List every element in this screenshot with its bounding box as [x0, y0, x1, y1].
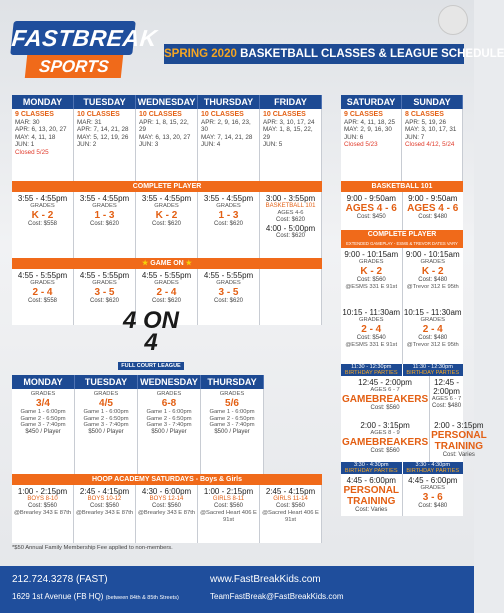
league-game-time: Game 2 - 6:50pm — [20, 415, 66, 422]
weekend-dates-row — [341, 109, 463, 181]
class-date-line: JUN: 6 — [344, 133, 364, 141]
four-on-four-emblem — [116, 307, 186, 372]
weekend-day-label-0: SATURDAY — [341, 95, 402, 109]
session-cost: Cost: $450 — [356, 214, 386, 220]
class-dates-cell — [74, 109, 136, 181]
weekend-session-slot — [341, 419, 429, 462]
weekend-complete-player-row — [341, 306, 463, 364]
footer-phone: 212.724.3278 (FAST) — [12, 574, 108, 585]
birthday-row-2 — [341, 462, 463, 474]
class-dates-row — [12, 109, 322, 181]
hoop-academy-row — [12, 485, 322, 543]
league-game-time: Game 1 - 6:00pm — [146, 409, 192, 415]
hoop-group: BOYS 10-12 — [87, 496, 122, 502]
league-game-time: Game 2 - 6:50pm — [146, 415, 192, 422]
league-slot — [201, 389, 264, 474]
session-time: 10:15 - 11:30am — [403, 308, 462, 317]
weekend-session-row — [341, 419, 487, 462]
session-cost: Cost: $558 — [27, 298, 58, 304]
basketball-graphic — [438, 5, 468, 35]
hoop-cost: Cost: $560 — [275, 503, 306, 509]
weekday-label-3: THURSDAY — [198, 95, 260, 109]
birthday-label: BIRTHDAY PARTIES — [406, 370, 460, 376]
session-time: 4:55 - 5:55pm — [203, 271, 254, 280]
session-grade-label: AGES 4-6 — [277, 210, 304, 216]
star-icon: ★ — [142, 260, 151, 267]
session-time: 9:00 - 10:15am — [405, 250, 460, 259]
birthday-slot — [341, 364, 402, 376]
birthday-time: 11:30 - 12:30pm — [351, 364, 392, 370]
session-time: 3:55 - 4:55pm — [17, 194, 68, 203]
class-dates-cell — [402, 109, 463, 181]
hoop-cost: Cost: $560 — [27, 503, 58, 509]
session-cost: Cost: $620 — [151, 298, 182, 304]
session-cost: Cost: Varies — [355, 507, 388, 513]
session-time: 3:55 - 4:55pm — [141, 194, 192, 203]
hoop-group: BOYS 8-10 — [27, 496, 58, 502]
hoop-panel — [12, 474, 322, 543]
class-dates-cell — [12, 109, 74, 181]
league-row — [12, 389, 264, 474]
league-grade: 5/6 — [225, 398, 239, 409]
session-location: @Trevor 312 E 95th — [406, 284, 459, 290]
league-grade-label: GRADES — [219, 391, 245, 397]
footer-address-main: 1629 1st Avenue (FB HQ) — [12, 592, 104, 601]
hoop-academy-band: HOOP ACADEMY SATURDAYS - Boys & Girls — [12, 474, 322, 485]
session-cost: Cost: $480 — [418, 277, 448, 283]
class-date-line: APR: 6, 13, 20, 27 — [15, 126, 67, 133]
session-time: 9:00 - 9:50am — [346, 194, 396, 203]
hoop-cost: Cost: $560 — [213, 503, 244, 509]
league-grade-label: GRADES — [93, 391, 119, 397]
session-grade-label: GRADES — [420, 259, 445, 265]
session-age-range: 2 - 4 — [156, 287, 177, 298]
title-text: BASKETBALL CLASSES & LEAGUE SCHEDULE — [240, 48, 504, 60]
class-count: 9 CLASSES — [15, 111, 54, 118]
weekend-session-slot — [429, 419, 487, 462]
session-grade-label: GRADES — [359, 317, 384, 323]
session-time: 10:15 - 11:30am — [342, 308, 401, 317]
weekday-label-2: WEDNESDAY — [136, 95, 198, 109]
league-game-time: Game 3 - 7:40pm — [146, 422, 192, 428]
hoop-slot — [198, 485, 260, 543]
weekday-panel — [12, 95, 322, 325]
session-cost: Cost: $620 — [275, 217, 306, 223]
session-cost: Cost: $480 — [418, 214, 448, 220]
league-grade-label: GRADES — [156, 391, 182, 397]
game-on-slot — [198, 269, 260, 325]
weekend-header — [341, 95, 463, 109]
session-age-range: 2 - 4 — [361, 324, 382, 335]
session-grade-label: AGES 6 - 7 — [431, 396, 462, 402]
session-cost: Cost: $560 — [370, 448, 400, 454]
session-cost: Cost: $558 — [27, 221, 58, 227]
star-icon: ★ — [183, 260, 192, 267]
weekend-complete-player-sub: EXTENDED GAMEPLAY - ESMS & TREVOR DATES VARY — [341, 240, 463, 248]
league-slot — [12, 389, 75, 474]
class-date-line: MAY: 6, 13, 20, 27 — [139, 133, 191, 141]
session-time: 12:45 - 2:00pm — [433, 378, 460, 396]
weekday-label-4: FRIDAY — [260, 95, 322, 109]
class-date-line: JUN: 7 — [405, 133, 425, 141]
session-age-range: 2 - 4 — [32, 287, 53, 298]
weekend-session-slot — [341, 376, 429, 419]
session-age-range: K - 2 — [31, 210, 54, 221]
session-grade-label: GRADES — [30, 203, 55, 209]
weekend-complete-player-band: COMPLETE PLAYER — [341, 230, 463, 240]
class-date-line: MAR: 30 — [15, 118, 40, 126]
class-date-line: MAY: 4, 11, 18 — [15, 133, 56, 141]
hoop-slot — [136, 485, 198, 543]
weekend-last-row — [341, 474, 463, 516]
birthday-time: 3:30 - 4:30pm — [415, 462, 451, 468]
session-age-range: GAMEBREAKERS — [342, 437, 429, 448]
basketball-101-slot — [341, 192, 402, 230]
weekend-session-slot — [402, 474, 464, 516]
weekday-header — [12, 95, 322, 109]
emblem-banner: FULL COURT LEAGUE — [118, 362, 183, 370]
class-date-line: JUN: 2 — [77, 141, 97, 148]
session-time: 12:45 - 2:00pm — [358, 378, 412, 387]
league-day-label-2: WEDNESDAY — [138, 375, 201, 389]
hoop-location: @Brearley 343 E 87th — [137, 510, 196, 516]
session-age-range: K - 2 — [360, 266, 383, 277]
birthday-slot — [402, 462, 464, 474]
complete-player-slot — [198, 192, 260, 258]
session-cost: Cost: $620 — [89, 298, 120, 304]
session-program: BASKETBALL 101 — [265, 203, 316, 209]
session-cost: Cost: $480 — [418, 503, 448, 509]
weekend-complete-player-slot — [402, 248, 464, 306]
footer-email-link[interactable]: TeamFastBreak@FastBreakKids.com — [210, 592, 344, 601]
hoop-time: 2:45 - 4:15pm — [265, 487, 316, 496]
birthday-label: BIRTHDAY PARTIES — [344, 370, 398, 376]
weekend-complete-player-slot — [402, 306, 464, 364]
logo-fastbreak: FASTBREAK — [10, 21, 136, 55]
session-time: 9:00 - 10:15am — [344, 250, 399, 259]
session-location: @Trevor 312 E 95th — [406, 342, 459, 348]
session-time: 3:55 - 4:55pm — [203, 194, 254, 203]
class-date-line: JUN: 5 — [263, 141, 283, 148]
session-grade-label: GRADES — [216, 280, 241, 286]
session-grade-label: AGES 6 - 7 — [370, 387, 400, 393]
birthday-time: 3:30 - 4:30pm — [353, 462, 389, 468]
session-cost: Cost: Varies — [442, 452, 475, 458]
session-age-range: K - 2 — [155, 210, 178, 221]
class-count: 8 CLASSES — [405, 111, 444, 118]
session-cost: Cost: $560 — [356, 277, 386, 283]
emblem-text: 4 ON 4 — [122, 307, 179, 356]
hoop-location: @Brearley 343 E 87th — [75, 510, 134, 516]
session-time: 4:00 - 5:00pm — [265, 224, 316, 233]
class-date-line: JUN: 3 — [139, 141, 159, 148]
session-time: 4:45 - 6:00pm — [346, 476, 396, 485]
session-time: 4:55 - 5:55pm — [17, 271, 68, 280]
session-grade-label: GRADES — [154, 203, 179, 209]
class-count: 10 CLASSES — [263, 111, 306, 118]
class-count: 9 CLASSES — [344, 111, 383, 118]
session-cost: Cost: $480 — [432, 403, 462, 409]
class-date-line: MAY: 5, 12, 19, 26 — [77, 133, 129, 141]
complete-player-slot — [136, 192, 198, 258]
session-grade-label: GRADES — [216, 203, 241, 209]
league-game-time: Game 3 - 7:40pm — [20, 422, 66, 428]
complete-player-band: COMPLETE PLAYER — [12, 181, 322, 192]
session-time: 4:45 - 6:00pm — [408, 476, 458, 485]
session-time: 9:00 - 9:50am — [408, 194, 458, 203]
weekend-complete-player-row — [341, 248, 463, 306]
class-dates-cell — [341, 109, 402, 181]
closed-note: Closed 4/12, 5/24 — [405, 141, 455, 148]
session-time: 3:55 - 4:55pm — [79, 194, 130, 203]
class-date-line: JUN: 4 — [201, 141, 221, 148]
hoop-group: BOYS 12-14 — [149, 496, 184, 502]
league-grade: 3/4 — [36, 398, 50, 409]
class-count: 10 CLASSES — [201, 111, 244, 118]
session-location: @ESMS 331 E 91st — [345, 342, 398, 348]
weekend-complete-player-slot — [341, 306, 402, 364]
session-age-range: 3 - 6 — [422, 492, 443, 503]
weekend-session-row — [341, 376, 463, 419]
footer — [0, 566, 474, 613]
class-date-line: MAY: 7, 14, 21, 28 — [201, 133, 253, 141]
league-panel — [12, 375, 264, 474]
footer-website-link[interactable]: www.FastBreakKids.com — [210, 574, 321, 585]
complete-player-slot — [74, 192, 136, 258]
class-dates-cell — [260, 109, 322, 181]
session-time: 4:55 - 5:55pm — [79, 271, 130, 280]
class-date-line: APR: 3, 10, 17, 24 — [263, 118, 315, 126]
league-day-label-1: TUESDAY — [75, 375, 138, 389]
birthday-time: 11:30 - 12:30pm — [412, 364, 453, 370]
class-count: 10 CLASSES — [77, 111, 120, 118]
league-cost: $500 / Player — [88, 428, 124, 435]
game-on-slot — [12, 269, 74, 325]
league-game-time: Game 3 - 7:40pm — [209, 422, 255, 428]
logo-sports: SPORTS — [25, 55, 123, 78]
league-day-label-3: THURSDAY — [201, 375, 264, 389]
closed-note: Closed 5/23 — [344, 141, 378, 148]
league-game-time: Game 1 - 6:00pm — [20, 409, 66, 415]
class-dates-cell — [136, 109, 198, 181]
class-date-line: MAY: 3, 10, 17, 31 — [405, 126, 457, 133]
hoop-group: GIRLS 8-11 — [212, 496, 245, 502]
session-grade-label: GRADES — [92, 280, 117, 286]
session-grade-label: GRADES — [30, 280, 55, 286]
weekday-label-1: TUESDAY — [74, 95, 136, 109]
hoop-group: GIRLS 11-14 — [273, 496, 308, 502]
session-age-range: 1 - 3 — [94, 210, 115, 221]
weekday-label-0: MONDAY — [12, 95, 74, 109]
class-date-line: MAR: 31 — [77, 118, 102, 126]
league-game-time: Game 3 - 7:40pm — [83, 422, 129, 428]
class-date-line: MAY: 1, 8, 15, 22, 29 — [263, 126, 313, 141]
league-grade: 6-8 — [161, 398, 177, 409]
session-time: 4:55 - 5:55pm — [141, 271, 192, 280]
session-cost: Cost: $620 — [151, 221, 182, 227]
class-date-line: APR: 4, 11, 18, 25 — [344, 118, 395, 126]
league-header — [12, 375, 264, 389]
class-date-line: APR: 7, 14, 21, 28 — [77, 126, 129, 133]
session-cost: Cost: $620 — [275, 233, 306, 239]
session-grade-label: GRADES — [420, 317, 445, 323]
session-time: 2:00 - 3:15pm — [434, 421, 484, 430]
session-grade-label: GRADES — [420, 485, 445, 491]
weekend-day-label-1: SUNDAY — [402, 95, 463, 109]
session-age-range: GAMEBREAKERS — [342, 394, 429, 405]
weekend-panel — [341, 95, 487, 516]
league-cost: $500 / Player — [151, 428, 187, 435]
complete-player-slot — [260, 192, 322, 258]
game-on-label: GAME ON — [150, 260, 184, 267]
session-grade-label: GRADES — [359, 259, 384, 265]
weekend-complete-player-slot — [341, 248, 402, 306]
birthday-label: BIRTHDAY PARTIES — [344, 468, 398, 474]
game-on-band — [12, 258, 322, 269]
hoop-time: 2:45 - 4:15pm — [79, 487, 130, 496]
hoop-location: @Brearley 343 E 87th — [13, 510, 72, 516]
league-game-time: Game 2 - 6:50pm — [83, 415, 129, 422]
basketball-101-row — [341, 192, 463, 230]
closed-note: Closed 5/25 — [15, 148, 49, 156]
footer-address-note: (between 84th & 85th Streets) — [105, 595, 179, 601]
basketball-101-slot — [402, 192, 464, 230]
session-cost: Cost: $620 — [213, 298, 244, 304]
league-slot — [75, 389, 138, 474]
session-grade-label: GRADES — [92, 203, 117, 209]
session-grade-label: GRADES — [154, 280, 179, 286]
class-date-line: MAY: 2, 9, 16, 30 — [344, 126, 392, 133]
hoop-location: @Sacred Heart 406 E 91st — [262, 510, 319, 523]
session-age-range: AGES 4 - 6 — [407, 203, 459, 214]
class-date-line: APR: 5, 19, 26 — [405, 118, 446, 126]
session-cost: Cost: $540 — [356, 335, 386, 341]
league-game-time: Game 1 - 6:00pm — [83, 409, 129, 415]
session-cost: Cost: $560 — [370, 405, 400, 411]
league-grade-label: GRADES — [30, 391, 56, 397]
empty-slot — [260, 269, 322, 325]
fee-note: *$50 Annual Family Membership Fee applied to non-members. — [12, 545, 173, 551]
session-grade-label: AGES 8 - 9 — [370, 430, 400, 436]
league-game-time: Game 2 - 6:50pm — [209, 415, 255, 422]
session-age-range: 1 - 3 — [218, 210, 239, 221]
league-slot — [138, 389, 201, 474]
session-age-range: 3 - 5 — [94, 287, 115, 298]
hoop-cost: Cost: $560 — [89, 503, 120, 509]
birthday-row-1 — [341, 364, 463, 376]
class-date-line: APR: 2, 9, 16, 23, 30 — [201, 118, 251, 133]
session-time: 2:00 - 3:15pm — [360, 421, 410, 430]
footer-address — [12, 592, 179, 601]
birthday-label: BIRTHDAY PARTIES — [406, 468, 460, 474]
session-cost: Cost: $620 — [213, 221, 244, 227]
league-day-label-0: MONDAY — [12, 375, 75, 389]
session-age-range: AGES 4 - 6 — [345, 203, 397, 214]
class-date-line: JUN: 1 — [15, 141, 35, 148]
hoop-time: 1:00 - 2:15pm — [203, 487, 254, 496]
league-game-time: Game 1 - 6:00pm — [209, 409, 255, 415]
birthday-slot — [341, 462, 402, 474]
hoop-location: @Sacred Heart 406 E 91st — [200, 510, 257, 523]
session-cost: Cost: $620 — [89, 221, 120, 227]
session-age-range: 2 - 4 — [422, 324, 443, 335]
complete-player-row — [12, 192, 322, 258]
hoop-time: 1:00 - 2:15pm — [17, 487, 68, 496]
class-count: 10 CLASSES — [139, 111, 182, 118]
weekend-session-slot — [341, 474, 402, 516]
session-time: 3:00 - 3:55pm — [265, 194, 316, 203]
session-age-range: PERSONAL TRAINING — [431, 430, 487, 452]
basketball-101-band: BASKETBALL 101 — [341, 181, 463, 192]
class-date-line: APR: 1, 8, 15, 22, 29 — [139, 118, 189, 133]
weekend-session-slot — [429, 376, 463, 419]
league-cost: $450 / Player — [25, 428, 61, 435]
session-age-range: PERSONAL TRAINING — [343, 485, 400, 507]
hoop-slot — [260, 485, 322, 543]
title-season: SPRING 2020 — [164, 48, 237, 60]
session-age-range: 3 - 5 — [218, 287, 239, 298]
session-age-range: K - 2 — [421, 266, 444, 277]
hoop-slot — [12, 485, 74, 543]
complete-player-slot — [12, 192, 74, 258]
session-location: @ESMS 331 E 91st — [345, 284, 398, 290]
league-cost: $500 / Player — [214, 428, 250, 435]
hoop-slot — [74, 485, 136, 543]
class-dates-cell — [198, 109, 260, 181]
hoop-cost: Cost: $560 — [151, 503, 182, 509]
session-cost: Cost: $480 — [418, 335, 448, 341]
page-title — [164, 44, 504, 64]
birthday-slot — [402, 364, 464, 376]
hoop-time: 4:30 - 6:00pm — [141, 487, 192, 496]
league-grade: 4/5 — [99, 398, 113, 409]
